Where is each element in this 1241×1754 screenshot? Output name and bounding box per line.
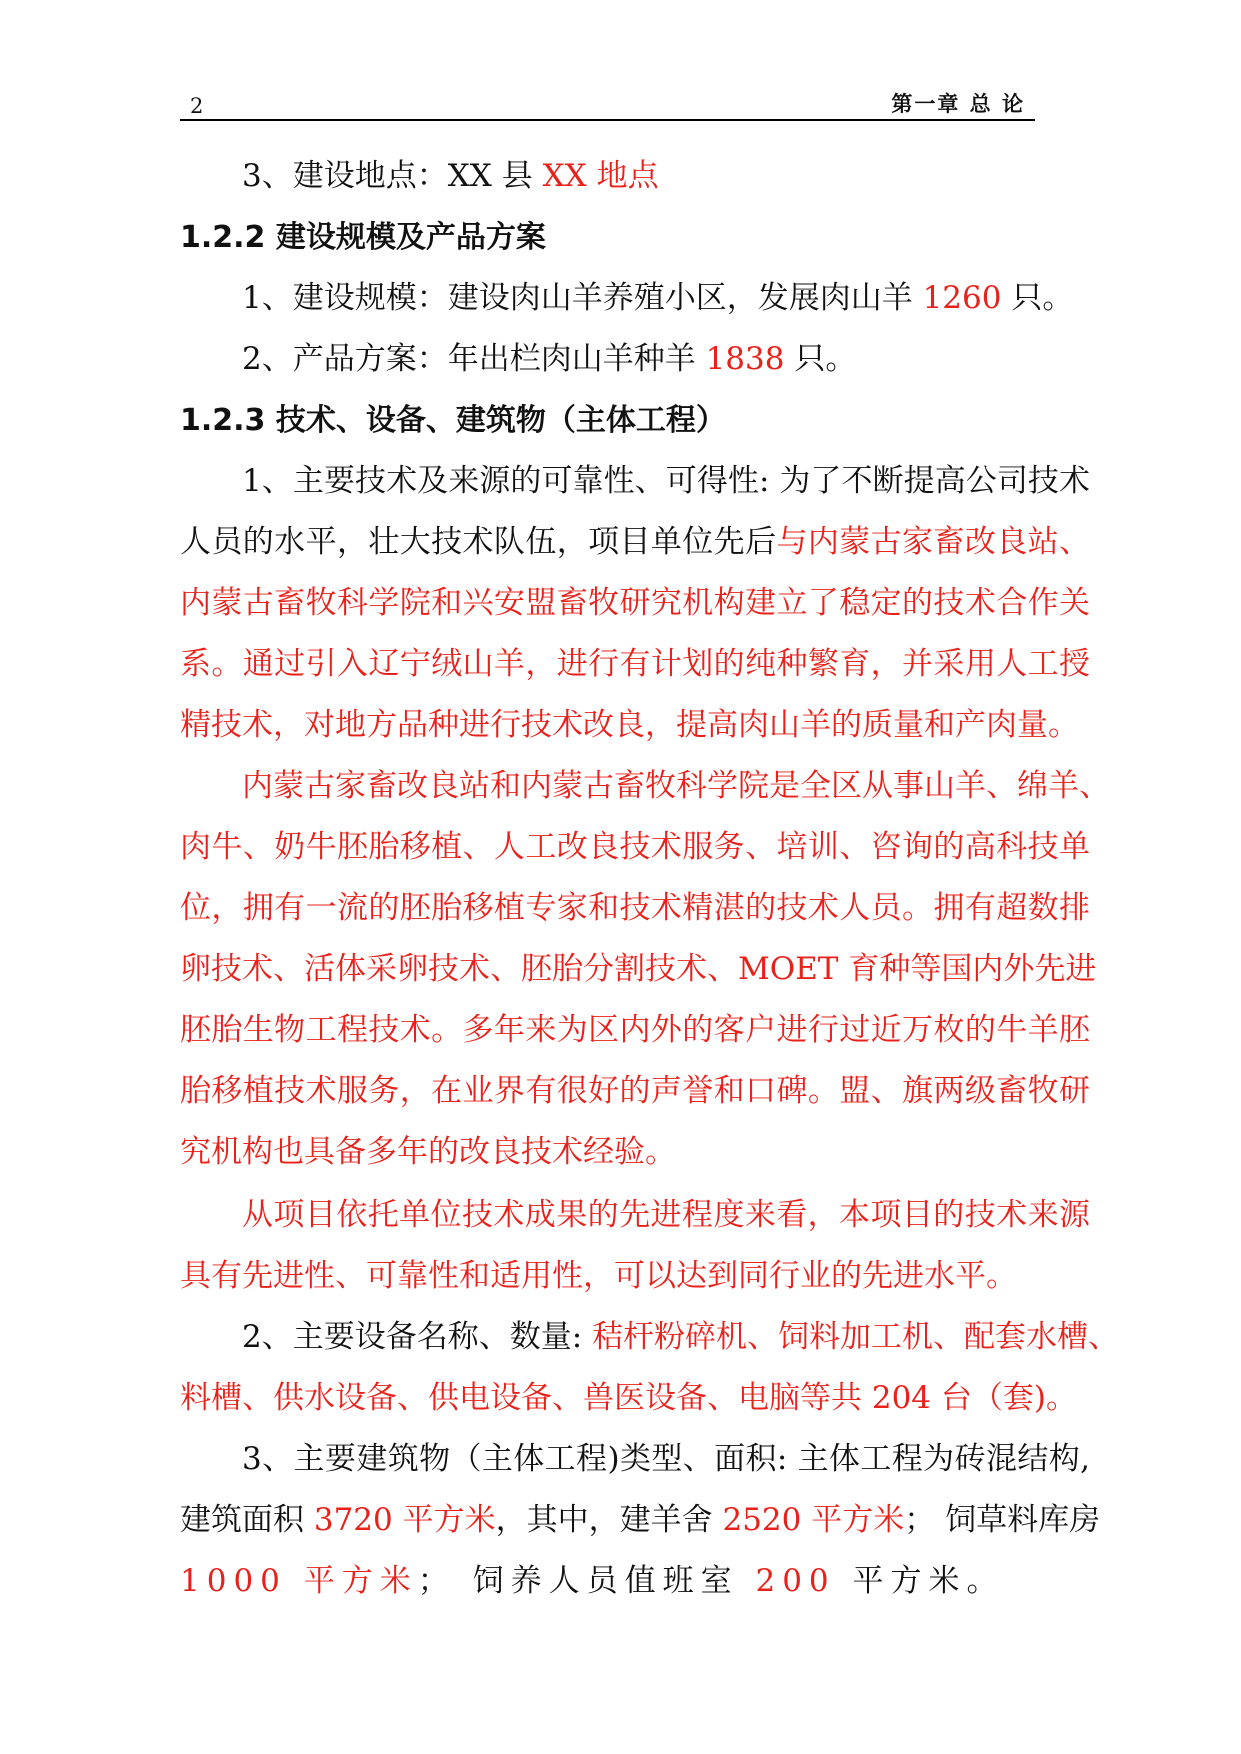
text-span-red: 与内蒙古家畜改良站、 — [776, 524, 1091, 560]
product-text: 2、产品方案：年出栏肉山羊种羊 — [242, 341, 706, 377]
paragraph-technology — [180, 451, 1090, 756]
product-number: 1838 — [705, 341, 785, 377]
paragraph-line: 从项目依托单位技术成果的先进程度来看，本项目的技术来源 — [242, 1197, 1090, 1233]
document-body — [180, 146, 1120, 1612]
paragraph-line: 1、主要技术及来源的可靠性、可得性: 为了不断提高公司技术 — [242, 463, 1090, 499]
paragraph-advancement — [180, 1185, 1090, 1307]
paragraph-line — [180, 1307, 1120, 1368]
paragraph-line: 3、主要建筑物（主体工程)类型、面积: 主体工程为砖混结构, — [242, 1441, 1090, 1477]
text-span: ； 饲草料库房 — [904, 1502, 1101, 1538]
text-span: 人员的水平，壮大技术队伍，项目单位先后 — [180, 524, 777, 560]
header-rule — [180, 119, 1035, 121]
text-span: ； 饲养人员值班室 — [417, 1563, 756, 1599]
text-span-red: 200 — [755, 1563, 836, 1599]
paragraph-institutions — [180, 756, 1110, 1183]
paragraph-line: 位，拥有一流的胚胎移植专家和技术精湛的技术人员。拥有超数排 — [180, 890, 1090, 926]
text-span: ，其中，建羊舍 — [495, 1502, 723, 1538]
paragraph-line: 胚胎生物工程技术。多年来为区内外的客户进行过近万枚的牛羊胚 — [180, 1012, 1090, 1048]
page-number: 2 — [190, 94, 204, 118]
text-span-red: 1000 平方米 — [180, 1563, 418, 1599]
product-suffix: 只。 — [784, 341, 857, 377]
paragraph-line: 究机构也具备多年的改良技术经验。 — [180, 1134, 676, 1170]
scale-text: 1、建设规模：建设肉山羊养殖小区，发展肉山羊 — [242, 280, 923, 316]
scale-number: 1260 — [922, 280, 1002, 316]
paragraph-buildings — [180, 1429, 1101, 1612]
construction-location — [180, 146, 1090, 207]
paragraph-line: 精技术，对地方品种进行技术改良，提高肉山羊的质量和产肉量。 — [180, 707, 1079, 743]
location-label: 3、建设地点：XX 县 — [242, 158, 543, 194]
paragraph-line: 卵技术、活体采卵技术、胚胎分割技术、MOET 育种等国内外先进 — [180, 951, 1097, 987]
page-header — [180, 88, 1035, 120]
text-span-red: 3720 平方米 — [313, 1502, 496, 1538]
paragraph-line — [180, 512, 1090, 573]
paragraph-line — [180, 1551, 1090, 1612]
paragraph-equipment — [180, 1307, 1120, 1429]
text-span: 平方米。 — [835, 1563, 1005, 1599]
location-value: XX 地点 — [542, 158, 659, 194]
paragraph-line: 胎移植技术服务，在业界有很好的声誉和口碑。盟、旗两级畜牧研 — [180, 1073, 1090, 1109]
text-span: 2、主要设备名称、数量: — [242, 1319, 593, 1355]
chapter-title: 第一章 总 论 — [891, 92, 1025, 116]
paragraph-line: 肉牛、奶牛胚胎移植、人工改良技术服务、培训、咨询的高科技单 — [180, 829, 1090, 865]
text-span-red: 秸杆粉碎机、饲料加工机、配套水槽、 — [592, 1319, 1120, 1355]
section-heading-1-2-2: 1.2.2 建设规模及产品方案 — [180, 220, 546, 255]
paragraph-line: 内蒙古家畜改良站和内蒙古畜牧科学院是全区从事山羊、绵羊、 — [242, 768, 1110, 804]
paragraph-line: 料槽、供水设备、供电设备、兽医设备、电脑等共 204 台（套)。 — [180, 1380, 1077, 1416]
section-heading-1-2-3: 1.2.3 技术、设备、建筑物（主体工程） — [180, 403, 726, 438]
paragraph-line — [180, 1490, 1101, 1551]
paragraph-line: 内蒙古畜牧科学院和兴安盟畜牧研究机构建立了稳定的技术合作关 — [180, 585, 1090, 621]
text-span-red: 2520 平方米 — [722, 1502, 905, 1538]
construction-scale — [180, 268, 1090, 329]
product-plan — [180, 329, 1090, 390]
paragraph-line: 具有先进性、可靠性和适用性，可以达到同行业的先进水平。 — [180, 1258, 1017, 1294]
text-span: 建筑面积 — [180, 1502, 314, 1538]
scale-suffix: 只。 — [1001, 280, 1074, 316]
paragraph-line: 系。通过引入辽宁绒山羊，进行有计划的纯种繁育，并采用人工授 — [180, 646, 1090, 682]
